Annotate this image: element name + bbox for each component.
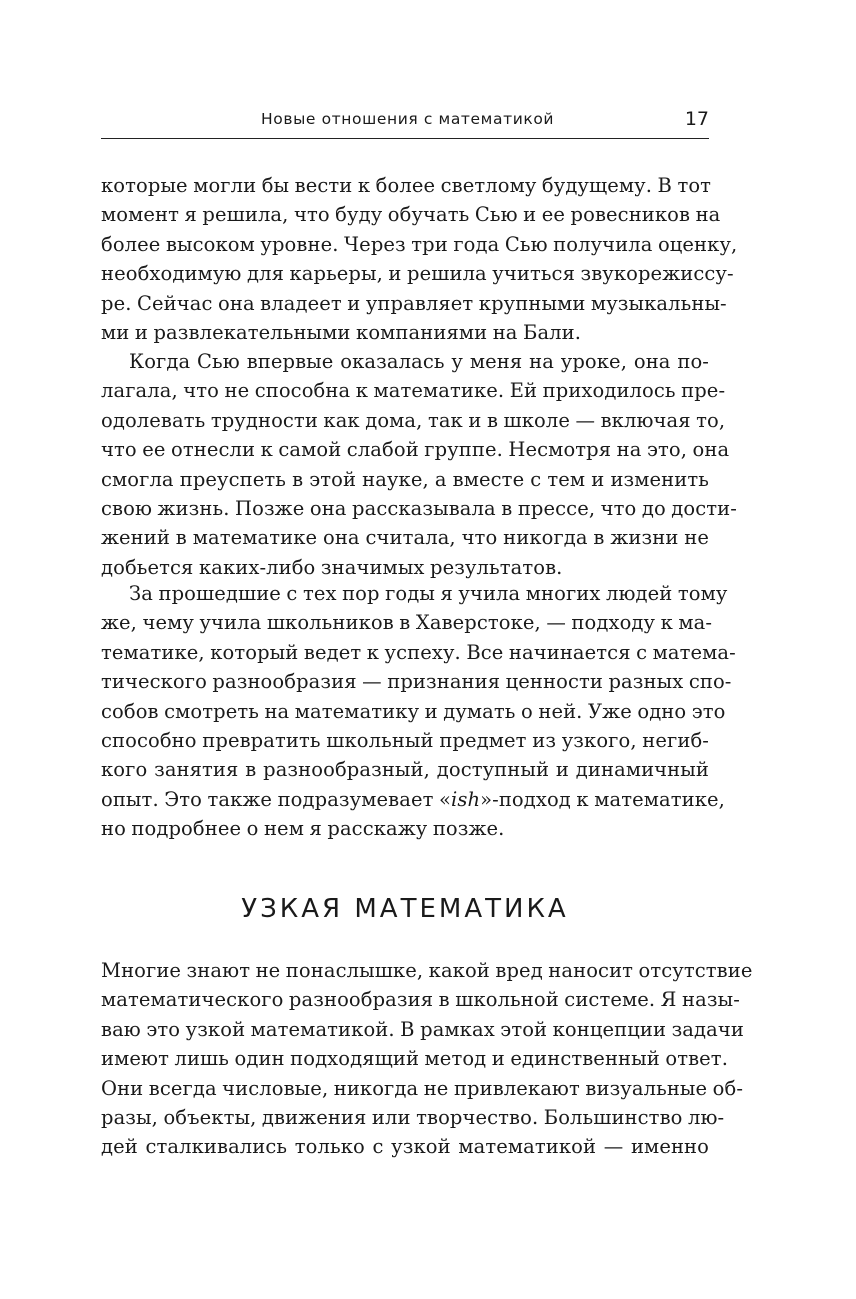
text-line: же, чему учила школьников в Хаверстоке, — подходу к ма- — [101, 611, 713, 635]
italic-term: ish — [451, 787, 481, 811]
text-line: что ее отнесли к самой слабой группе. Несмотря на это, она — [101, 438, 730, 462]
text-line: дей сталкивались только с узкой математикой — именно — [101, 1135, 709, 1159]
text-line: кого занятия в разнообразный, доступный и динамичный — [101, 758, 709, 782]
running-head — [101, 104, 709, 139]
paragraph-4 — [101, 956, 753, 1162]
text-line: математического разнообразия в школьной системе. Я назы- — [101, 988, 740, 1012]
text-line: которые могли бы вести к более светлому будущему. В тот — [101, 174, 712, 197]
text-line-with-term — [101, 785, 725, 814]
text-line: Когда Сью впервые оказалась у меня на уроке, она по- — [129, 350, 709, 373]
text-line: необходимую для карьеры, и решила учиться звукорежиссу- — [101, 262, 734, 286]
text-line: ваю это узкой математикой. В рамках этой концепции задачи — [101, 1017, 744, 1041]
paragraph-1 — [101, 171, 738, 347]
text-fragment: »-подход к математике, — [480, 787, 725, 811]
text-line: одолевать трудности как дома, так и в школе — включая то, — [101, 408, 726, 432]
text-line: лагала, что не способна к математике. Ей приходилось пре- — [101, 379, 726, 403]
section-heading: УЗКАЯ МАТЕМАТИКА — [241, 894, 569, 924]
text-line: разы, объекты, движения или творчество. Большинство лю- — [101, 1105, 725, 1129]
text-line: тического разнообразия — признания ценности разных спо- — [101, 670, 732, 694]
text-line: но подробнее о нем я расскажу позже. — [101, 817, 505, 841]
text-line: момент я решила, что буду обучать Сью и ее ровесников на — [101, 203, 721, 227]
text-line: более высоком уровне. Через три года Сью получила оценку, — [101, 232, 738, 256]
text-line: свою жизнь. Позже она рассказывала в прессе, что до дости- — [101, 496, 737, 520]
running-title: Новые отношения с математикой — [261, 110, 555, 128]
page-number: 17 — [684, 108, 709, 130]
text-fragment: опыт. Это также подразумевает « — [101, 787, 451, 811]
text-line: собов смотреть на математику и думать о ней. Уже одно это — [101, 699, 726, 723]
text-line: Они всегда числовые, никогда не привлекают визуальные об- — [101, 1076, 744, 1100]
text-line: добьется каких-либо значимых результатов. — [101, 555, 563, 579]
text-line: смогла преуспеть в этой науке, а вместе с тем и изменить — [101, 467, 709, 491]
text-line: За прошедшие с тех пор годы я учила многих людей тому — [129, 582, 728, 605]
text-line: жений в математике она считала, что никогда в жизни не — [101, 526, 709, 550]
paragraph-3 — [101, 579, 736, 844]
paragraph-2 — [101, 347, 737, 582]
text-line: Многие знают не понаслышке, какой вред наносит отсутствие — [101, 959, 753, 982]
text-line: способно превратить школьный предмет из узкого, негиб- — [101, 728, 709, 752]
text-line: имеют лишь один подходящий метод и единственный ответ. — [101, 1047, 728, 1071]
text-line: ре. Сейчас она владеет и управляет крупными музыкальны- — [101, 291, 727, 315]
text-line: тематике, который ведет к успеху. Все начинается с матема- — [101, 640, 736, 664]
text-line: ми и развлекательными компаниями на Бали. — [101, 320, 582, 344]
